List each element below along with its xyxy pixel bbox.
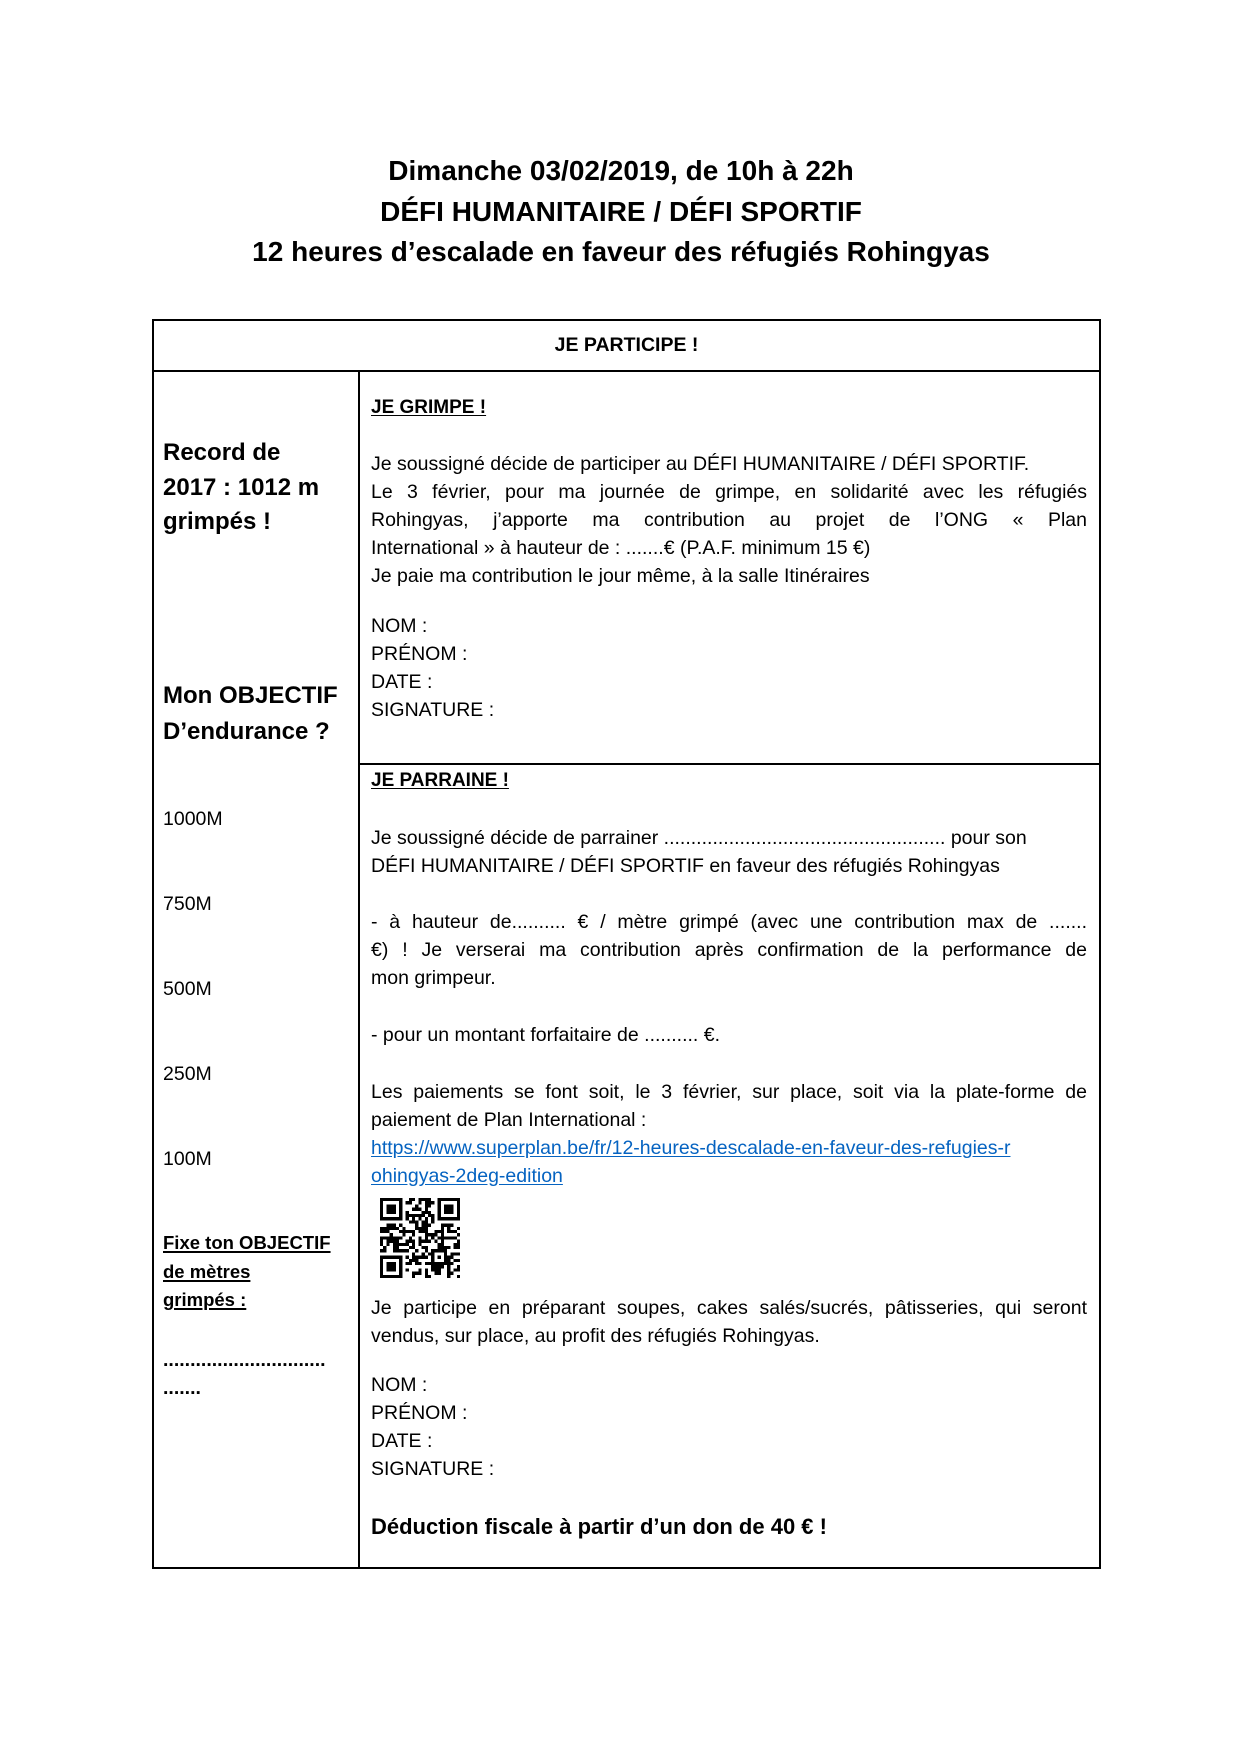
date-field-label: DATE : (371, 1430, 433, 1452)
climb-text-line: Rohingyas, j’apporte ma contribution au projet de l’ONG « Plan (371, 509, 1087, 531)
climb-text-line: Je soussigné décide de participer au DÉFI HUMANITAIRE / DÉFI SPORTIF. (371, 453, 1030, 475)
signature-field-label: SIGNATURE : (371, 699, 495, 721)
qr-code (380, 1198, 460, 1278)
distance-option: 1000M (163, 808, 223, 830)
event-name-line: DÉFI HUMANITAIRE / DÉFI SPORTIF (380, 195, 862, 227)
column-divider (358, 370, 360, 1569)
bake-sale-text-line: Je participe en préparant soupes, cakes salés/sucrés, pâtisseries, qui seront (371, 1297, 1087, 1319)
sponsor-signature-fields (371, 1371, 1087, 1483)
sponsor-text-line: mon grimpeur. (371, 967, 496, 989)
distance-option: 750M (163, 893, 212, 915)
bake-sale-offer (371, 1294, 1087, 1350)
goal-blank-line: ....... (163, 1377, 201, 1399)
sponsor-text-line: - à hauteur de.......... € / mètre grimpé (avec une contribution max de ....... (371, 911, 1087, 933)
payment-link-line[interactable]: https://www.superplan.be/fr/12-heures-descalade-en-faveur-des-refugies-r (371, 1137, 1011, 1159)
sponsor-text-line: Je soussigné décide de parrainer .................................................... pour son (371, 827, 1027, 849)
distance-option: 250M (163, 1063, 212, 1085)
per-meter-pledge (371, 908, 1087, 992)
distance-option: 500M (163, 978, 212, 1000)
climb-text-line: Je paie ma contribution le jour même, à la salle Itinéraires (371, 565, 870, 587)
goal-prompt (163, 1229, 355, 1315)
flat-amount-pledge (371, 1021, 1087, 1049)
goal-prompt-line: de mètres (163, 1260, 251, 1282)
climb-signature-fields (371, 612, 1087, 724)
qr-code-image (380, 1198, 460, 1278)
payment-text-line: paiement de Plan International : (371, 1109, 647, 1131)
sponsor-text-line: €) ! Je verserai ma contribution après confirmation de la performance de (371, 939, 1087, 961)
header-row-divider (152, 370, 1101, 372)
tax-deduction-note: Déduction fiscale à partir d’un don de 40 € ! (371, 1514, 827, 1539)
objective-question (163, 678, 355, 750)
climb-statement (371, 450, 1087, 590)
climb-text-line: International » à hauteur de : .......€ (P.A.F. minimum 15 €) (371, 537, 871, 559)
record-line: grimpés ! (163, 508, 272, 535)
date-field-label: DATE : (371, 671, 433, 693)
record-line: Record de (163, 439, 281, 466)
objective-line: Mon OBJECTIF (163, 682, 338, 709)
form-header-title: JE PARTICIPE ! (554, 334, 699, 356)
record-callout (163, 436, 355, 540)
payment-link[interactable] (371, 1134, 1087, 1190)
goal-blank-line: .............................. (163, 1349, 326, 1371)
event-date-line: Dimanche 03/02/2019, de 10h à 22h (388, 155, 854, 186)
payment-link-line[interactable]: ohingyas-2deg-edition (371, 1165, 563, 1187)
name-field-label: NOM : (371, 1374, 428, 1396)
record-line: 2017 : 1012 m (163, 473, 320, 501)
goal-prompt-line: grimpés : (163, 1289, 247, 1310)
event-title (0, 151, 1242, 273)
bake-sale-text-line: vendus, sur place, au profit des réfugiés Rohingyas. (371, 1325, 820, 1347)
goal-prompt-line: Fixe ton OBJECTIF (163, 1232, 331, 1253)
sponsor-intro (371, 824, 1087, 880)
goal-blank (163, 1346, 355, 1402)
distance-options-list (163, 805, 355, 1173)
climb-section-heading: JE GRIMPE ! (371, 397, 487, 418)
first-name-field-label: PRÉNOM : (371, 1402, 468, 1424)
objective-line: D’endurance ? (163, 718, 330, 745)
payment-info (371, 1078, 1087, 1134)
event-subtitle-line: 12 heures d’escalade en faveur des réfugiés Rohingyas (252, 236, 990, 267)
sponsor-section-heading-wrap (371, 767, 1087, 795)
sponsor-section-heading: JE PARRAINE ! (371, 770, 509, 791)
climb-text-line: Le 3 février, pour ma journée de grimpe, en solidarité avec les réfugiés (371, 481, 1087, 503)
name-field-label: NOM : (371, 615, 428, 637)
section-divider (358, 763, 1101, 765)
distance-option: 100M (163, 1148, 212, 1170)
sponsor-text-line: - pour un montant forfaitaire de .......... €. (371, 1024, 721, 1046)
climb-section-heading-wrap (371, 394, 1087, 422)
first-name-field-label: PRÉNOM : (371, 643, 468, 665)
signature-field-label: SIGNATURE : (371, 1458, 495, 1480)
payment-text-line: Les paiements se font soit, le 3 février, sur place, soit via la plate-forme de (371, 1081, 1087, 1103)
sponsor-text-line: DÉFI HUMANITAIRE / DÉFI SPORTIF en faveur des réfugiés Rohingyas (371, 855, 1000, 877)
